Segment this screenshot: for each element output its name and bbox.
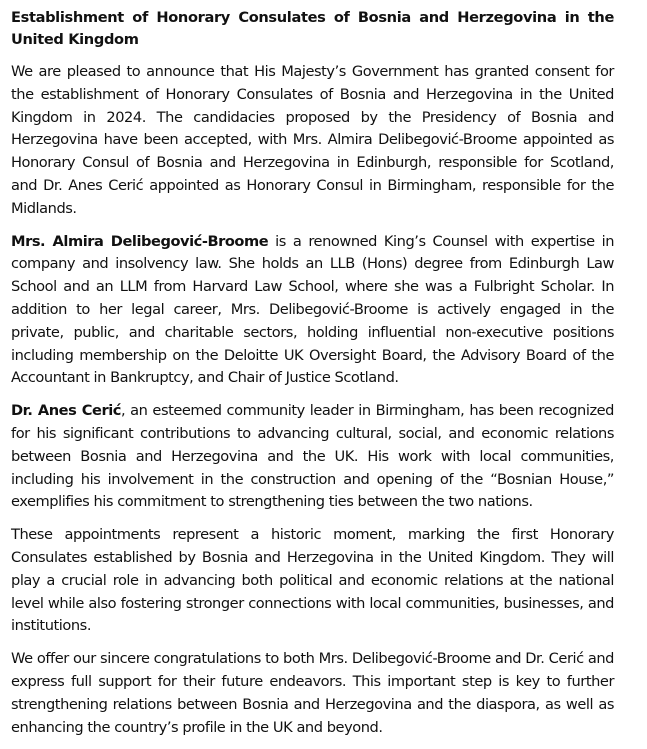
paragraph-historic-moment: These appointments represent a historic moment, marking the first Honorary Consulates established by Bosnia and Herzegovina in the United Kingdom. They will play a crucial role in advancing both political and economic relations at the national level while also fostering stronger connections with local communities, businesses, and institutions. <box>11 526 614 635</box>
paragraph-congratulations: We offer our sincere congratulations to both Mrs. Delibegović-Broome and Dr. Cerić and express full support for their future endeavors. This important step is key to further strengthening relations between Bosnia and Herzegovina and the diaspora, as well as enhancing the country’s profile in the UK and beyond. <box>11 650 614 736</box>
almira-name: Mrs. Almira Delibegović-Broome <box>11 232 269 250</box>
anes-bio-text: , an esteemed community leader in Birmingham, has been recognized for his significant contributions to advancing cultural, social, and economic relations between Bosnia and Herzegovina and the UK. His work with local communities, including his involvement in the construction and opening of the “Bosnian House,” exemplifies his commitment to strengthening ties between the two nations. <box>11 402 614 511</box>
paragraph-anes-bio <box>11 400 614 514</box>
anes-name: Dr. Anes Cerić <box>11 402 121 420</box>
document-title: Establishment of Honorary Consulates of Bosnia and Herzegovina in the United Kingdom <box>11 9 614 48</box>
almira-bio-text: is a renowned King’s Counsel with expertise in company and insolvency law. She holds an LLB (Hons) degree from Edinburgh Law School and an LLM from Harvard Law School, where she was a Fulbright Scholar. In addition to her legal career, Mrs. Delibegović-Broome is actively engaged in the private, public, and charitable sectors, holding influential non-executive positions including membership on the Deloitte UK Oversight Board, the Advisory Board of the Accountant in Bankruptcy, and Chair of Justice Scotland. <box>11 232 614 387</box>
paragraph-almira-bio <box>11 231 614 391</box>
paragraph-announcement: We are pleased to announce that His Majesty’s Government has granted consent for the establishment of Honorary Consulates of Bosnia and Herzegovina in the United Kingdom in 2024. The candidacies proposed by the Presidency of Bosnia and Herzegovina have been accepted, with Mrs. Almira Delibegović-Broome appointed as Honorary Consul of Bosnia and Herzegovina in Edinburgh, responsible for Scotland, and Dr. Anes Cerić appointed as Honorary Consul in Birmingham, responsible for the Midlands. <box>11 63 614 217</box>
document-body <box>11 7 614 749</box>
